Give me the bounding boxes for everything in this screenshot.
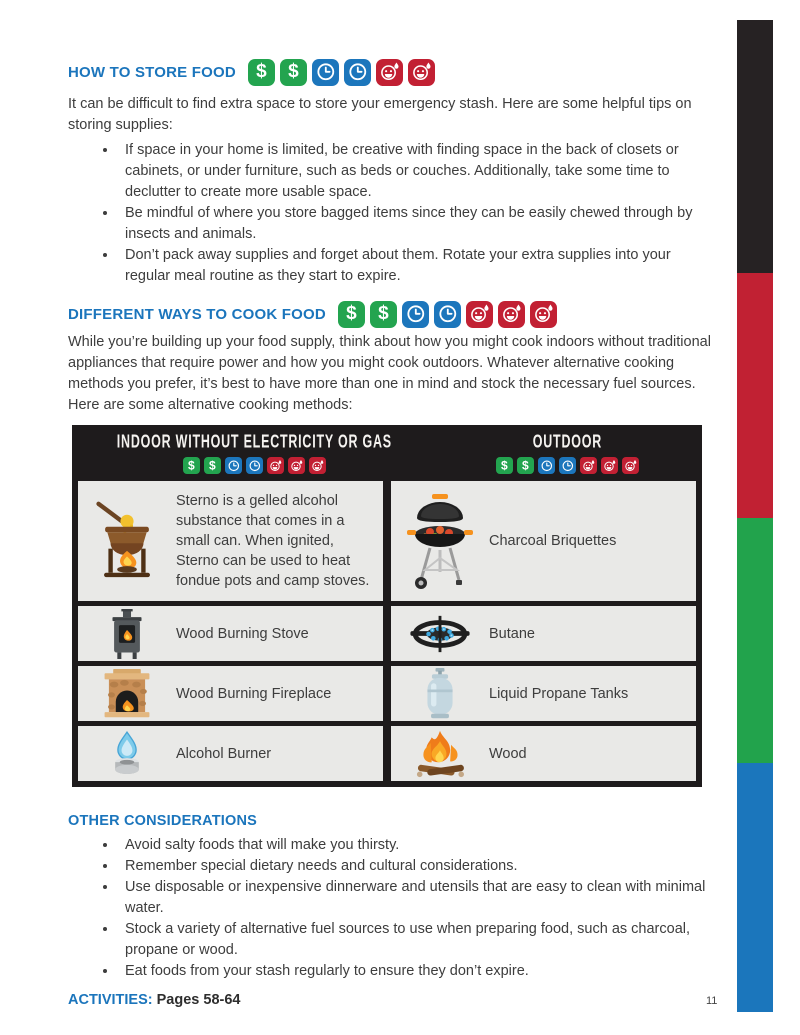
dollar-glyph: $ <box>209 458 216 472</box>
bullet-item: • Be mindful of where you store bagged items since they can be easily chewed through by insects and animals. <box>118 203 718 245</box>
section-heading-cook-food: DIFFERENT WAYS TO COOK FOOD <box>68 305 326 323</box>
wood-label: Wood <box>489 745 527 762</box>
rating-badges-cook-food <box>338 301 557 328</box>
clock-badge-icon <box>225 457 242 474</box>
table-header-indoor <box>78 434 431 474</box>
table-cell-alcohol-burner <box>78 726 383 781</box>
section-heading-store-food: HOW TO STORE FOOD <box>68 63 236 81</box>
table-header-outdoor <box>439 434 696 474</box>
dollar-glyph: $ <box>378 302 389 324</box>
color-bar-red-segment <box>737 273 773 518</box>
fondue-pot-icon <box>78 500 176 582</box>
table-header-row <box>78 425 696 481</box>
table-cell-sterno <box>78 481 383 601</box>
dollar-glyph: $ <box>188 458 195 472</box>
rating-badges-outdoor <box>496 457 639 474</box>
effort-badge-icon <box>408 59 435 86</box>
cooking-methods-table <box>72 425 702 787</box>
clock-badge-icon <box>344 59 371 86</box>
indoor-column-title: INDOOR WITHOUT ELECTRICITY OR GAS <box>116 432 392 453</box>
bullet-item: • Don’t pack away supplies and forget about them. Rotate your extra supplies into your regular meal routine as they start to expire. <box>118 245 718 287</box>
activities-line <box>68 992 718 1008</box>
table-body <box>78 481 696 781</box>
page-edge-color-bar <box>737 20 773 1012</box>
dollar-badge-icon <box>204 457 221 474</box>
effort-badge-icon <box>622 457 639 474</box>
dollar-badge-icon <box>370 301 397 328</box>
bullet-item: • Avoid salty foods that will make you thirsty. <box>118 835 718 856</box>
propane-tank-icon <box>391 668 489 720</box>
dollar-glyph: $ <box>256 60 267 82</box>
charcoal-grill-icon <box>391 492 489 590</box>
dollar-badge-icon <box>280 59 307 86</box>
table-cell-propane <box>391 666 696 721</box>
store-food-intro-text: It can be difficult to find extra space to store your emergency stash. Here are some helpful tips on storing supplies: <box>68 96 692 133</box>
other-considerations-heading-row <box>68 811 718 831</box>
effort-badge-icon <box>309 457 326 474</box>
activities-label: ACTIVITIES: <box>68 992 153 1008</box>
page-number: 11 <box>706 995 718 1007</box>
butane-burner-icon <box>391 613 489 655</box>
sterno-description: Sterno is a gelled alcohol substance that comes in a small can. When ignited, Sterno can be used to heat fondue pots and camp stoves. <box>176 493 370 589</box>
dollar-badge-icon <box>517 457 534 474</box>
wood-burning-stove-icon <box>78 609 176 659</box>
clock-badge-icon <box>246 457 263 474</box>
effort-badge-icon <box>580 457 597 474</box>
clock-badge-icon <box>402 301 429 328</box>
alcohol-burner-label: Alcohol Burner <box>176 745 272 762</box>
wood-burning-fireplace-icon <box>78 669 176 719</box>
dollar-badge-icon <box>248 59 275 86</box>
activities-pages: Pages 58-64 <box>156 992 241 1008</box>
page-content <box>68 58 718 1008</box>
color-bar-black-segment <box>737 20 773 273</box>
effort-badge-icon <box>466 301 493 328</box>
clock-badge-icon <box>434 301 461 328</box>
table-cell-charcoal <box>391 481 696 601</box>
bullet-item: • Remember special dietary needs and cultural considerations. <box>118 856 718 877</box>
effort-badge-icon <box>288 457 305 474</box>
bullet-item: • Use disposable or inexpensive dinnerware and utensils that are easy to clean with minimal water. <box>118 877 718 919</box>
rating-badges-store-food <box>248 59 435 86</box>
charcoal-label: Charcoal Briquettes <box>489 533 617 549</box>
dollar-glyph: $ <box>522 458 529 472</box>
table-cell-fireplace <box>78 666 383 721</box>
cook-food-intro-text: While you’re building up your food supply, think about how you might cook indoors without traditional appliances that require power and how you might cook outdoors. Whatever alternative cooking methods you prefer, it’s best to have more than one in mind and stock the necessary fuel sources. Here are some alternative cooking methods: <box>68 334 711 413</box>
store-food-bullet-list <box>68 140 718 287</box>
dollar-glyph: $ <box>346 302 357 324</box>
bullet-item: • Stock a variety of alternative fuel sources to use when preparing food, such as charcoal, propane or wood. <box>118 919 718 961</box>
dollar-glyph: $ <box>501 458 508 472</box>
rating-badges-indoor <box>183 457 326 474</box>
table-cell-wood <box>391 726 696 781</box>
section-heading-other-considerations: OTHER CONSIDERATIONS <box>68 813 258 829</box>
fireplace-label: Wood Burning Fireplace <box>176 685 332 702</box>
effort-badge-icon <box>601 457 618 474</box>
table-cell-butane <box>391 606 696 661</box>
bullet-item: • If space in your home is limited, be creative with finding space in the back of closets or cabinets, or under furniture, such as beds or couches. Additionally, take some time to declutter to create more usable space. <box>118 140 718 203</box>
effort-badge-icon <box>376 59 403 86</box>
dollar-glyph: $ <box>288 60 299 82</box>
dollar-badge-icon <box>338 301 365 328</box>
wood-stove-label: Wood Burning Stove <box>176 625 309 642</box>
bullet-item: • Eat foods from your stash regularly to ensure they don’t expire. <box>118 961 718 982</box>
clock-badge-icon <box>559 457 576 474</box>
butane-label: Butane <box>489 625 535 642</box>
outdoor-column-title: OUTDOOR <box>532 432 602 453</box>
effort-badge-icon <box>267 457 284 474</box>
table-cell-wood-stove <box>78 606 383 661</box>
store-food-heading-row <box>68 58 718 86</box>
propane-label: Liquid Propane Tanks <box>489 685 629 702</box>
other-considerations-bullet-list <box>68 835 718 982</box>
alcohol-burner-icon <box>78 730 176 778</box>
clock-badge-icon <box>312 59 339 86</box>
effort-badge-icon <box>498 301 525 328</box>
cook-food-heading-row <box>68 300 718 328</box>
color-bar-blue-segment <box>737 763 773 1012</box>
effort-badge-icon <box>530 301 557 328</box>
color-bar-green-segment <box>737 518 773 763</box>
campfire-icon <box>391 730 489 778</box>
dollar-badge-icon <box>183 457 200 474</box>
clock-badge-icon <box>538 457 555 474</box>
dollar-badge-icon <box>496 457 513 474</box>
